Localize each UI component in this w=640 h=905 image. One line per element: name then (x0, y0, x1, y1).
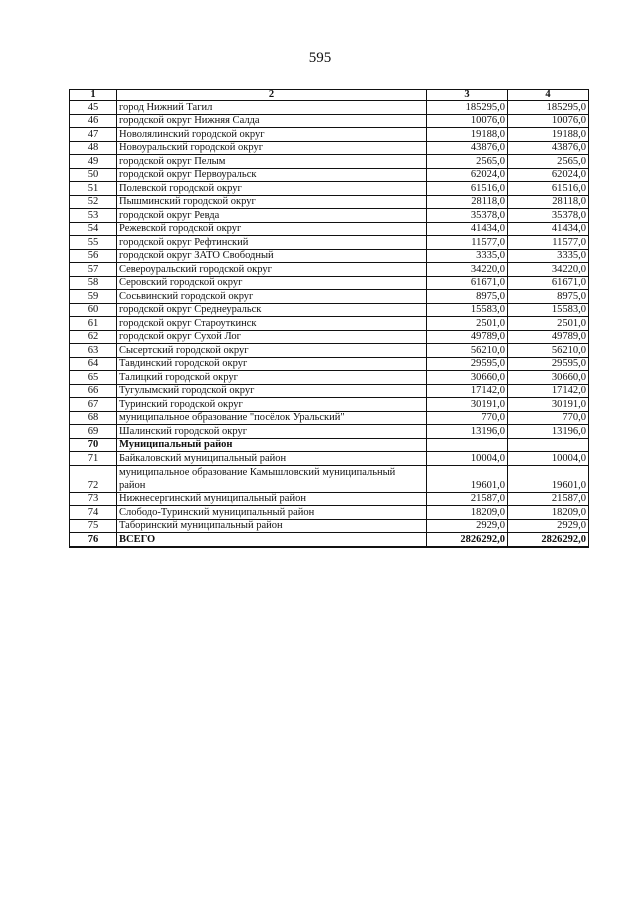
row-col4-cell: 62024,0 (508, 168, 589, 182)
row-col3-cell: 10004,0 (427, 452, 508, 466)
row-name-cell: Тугулымский городской округ (117, 384, 427, 398)
row-name-cell: Полевской городской округ (117, 182, 427, 196)
row-col3-cell: 61516,0 (427, 182, 508, 196)
table-row (70, 195, 589, 209)
row-name-cell: Пышминский городской округ (117, 195, 427, 209)
table-row (70, 155, 589, 169)
row-name-cell: Сосьвинский городской округ (117, 290, 427, 304)
row-number-cell: 76 (70, 533, 117, 547)
row-name-cell: Серовский городской округ (117, 276, 427, 290)
row-col4-cell: 18209,0 (508, 506, 589, 520)
row-col3-cell: 11577,0 (427, 236, 508, 250)
row-col4-cell: 15583,0 (508, 303, 589, 317)
row-col4-cell: 35378,0 (508, 209, 589, 223)
table-row (70, 182, 589, 196)
row-col3-cell: 2501,0 (427, 317, 508, 331)
row-col4-cell: 19188,0 (508, 128, 589, 142)
budget-table (69, 89, 589, 548)
row-col3-cell: 2565,0 (427, 155, 508, 169)
table-row (70, 425, 589, 439)
table-row (70, 209, 589, 223)
row-number-cell: 53 (70, 209, 117, 223)
row-name-cell: Туринский городской округ (117, 398, 427, 412)
row-col4-cell: 61516,0 (508, 182, 589, 196)
table-row (70, 438, 589, 452)
table-row (70, 101, 589, 115)
column-header-4: 4 (508, 90, 589, 101)
row-col4-cell: 185295,0 (508, 101, 589, 115)
row-col3-cell: 18209,0 (427, 506, 508, 520)
row-col4-cell: 56210,0 (508, 344, 589, 358)
row-col3-cell (427, 438, 508, 452)
row-col3-cell: 56210,0 (427, 344, 508, 358)
table-row (70, 371, 589, 385)
row-name-cell: Шалинский городской округ (117, 425, 427, 439)
row-col4-cell: 19601,0 (508, 465, 589, 492)
row-col4-cell: 770,0 (508, 411, 589, 425)
row-col3-cell: 19601,0 (427, 465, 508, 492)
row-name-cell: городской округ Сухой Лог (117, 330, 427, 344)
row-col4-cell: 30660,0 (508, 371, 589, 385)
row-number-cell: 60 (70, 303, 117, 317)
row-col4-cell: 49789,0 (508, 330, 589, 344)
row-number-cell: 66 (70, 384, 117, 398)
row-name-cell: городской округ Рефтинский (117, 236, 427, 250)
row-number-cell: 58 (70, 276, 117, 290)
row-name-cell: Талицкий городской округ (117, 371, 427, 385)
table-row (70, 411, 589, 425)
table-row (70, 263, 589, 277)
row-number-cell: 50 (70, 168, 117, 182)
row-name-cell: городской округ Ревда (117, 209, 427, 223)
row-col3-cell: 28118,0 (427, 195, 508, 209)
row-number-cell: 55 (70, 236, 117, 250)
row-number-cell: 67 (70, 398, 117, 412)
row-col3-cell: 62024,0 (427, 168, 508, 182)
row-col4-cell: 2565,0 (508, 155, 589, 169)
row-name-cell: городской округ Первоуральск (117, 168, 427, 182)
table-row (70, 344, 589, 358)
table-row (70, 398, 589, 412)
row-col3-cell: 770,0 (427, 411, 508, 425)
row-number-cell: 68 (70, 411, 117, 425)
row-col4-cell: 13196,0 (508, 425, 589, 439)
row-col3-cell: 2929,0 (427, 519, 508, 533)
row-col4-cell: 41434,0 (508, 222, 589, 236)
row-col3-cell: 30660,0 (427, 371, 508, 385)
table-row (70, 222, 589, 236)
table-row (70, 465, 589, 492)
table-row (70, 141, 589, 155)
row-col3-cell: 34220,0 (427, 263, 508, 277)
row-col4-cell: 28118,0 (508, 195, 589, 209)
row-number-cell: 59 (70, 290, 117, 304)
row-number-cell: 64 (70, 357, 117, 371)
row-number-cell: 70 (70, 438, 117, 452)
row-name-cell: городской округ Среднеуральск (117, 303, 427, 317)
row-col4-cell: 30191,0 (508, 398, 589, 412)
row-col4-cell: 8975,0 (508, 290, 589, 304)
row-col4-cell: 3335,0 (508, 249, 589, 263)
row-col3-cell: 43876,0 (427, 141, 508, 155)
column-header-1: 1 (70, 90, 117, 101)
row-number-cell: 71 (70, 452, 117, 466)
table-row (70, 249, 589, 263)
row-col4-cell (508, 438, 589, 452)
row-col3-cell: 49789,0 (427, 330, 508, 344)
table-row (70, 168, 589, 182)
row-col3-cell: 41434,0 (427, 222, 508, 236)
row-number-cell: 63 (70, 344, 117, 358)
row-col3-cell: 19188,0 (427, 128, 508, 142)
table-row (70, 303, 589, 317)
row-number-cell: 49 (70, 155, 117, 169)
row-name-cell: Сысертский городской округ (117, 344, 427, 358)
row-name-cell: ВСЕГО (117, 533, 427, 547)
page-number: 595 (308, 50, 332, 66)
row-col4-cell: 10004,0 (508, 452, 589, 466)
row-number-cell: 69 (70, 425, 117, 439)
row-col4-cell: 29595,0 (508, 357, 589, 371)
row-number-cell: 62 (70, 330, 117, 344)
row-col4-cell: 17142,0 (508, 384, 589, 398)
row-col3-cell: 10076,0 (427, 114, 508, 128)
row-col4-cell: 2501,0 (508, 317, 589, 331)
row-number-cell: 75 (70, 519, 117, 533)
row-name-cell: городской округ Нижняя Салда (117, 114, 427, 128)
row-col3-cell: 8975,0 (427, 290, 508, 304)
table-row (70, 452, 589, 466)
row-col3-cell: 30191,0 (427, 398, 508, 412)
row-name-cell: Муниципальный район (117, 438, 427, 452)
row-name-cell: городской округ ЗАТО Свободный (117, 249, 427, 263)
table-row (70, 533, 589, 547)
row-col4-cell: 10076,0 (508, 114, 589, 128)
row-name-cell: Новоуральский городской округ (117, 141, 427, 155)
row-name-cell: Нижнесергинский муниципальный район (117, 492, 427, 506)
row-col4-cell: 34220,0 (508, 263, 589, 277)
row-number-cell: 54 (70, 222, 117, 236)
table-row (70, 128, 589, 142)
row-name-cell: городской округ Пелым (117, 155, 427, 169)
row-name-cell: Слободо-Туринский муниципальный район (117, 506, 427, 520)
row-col3-cell: 17142,0 (427, 384, 508, 398)
table-row (70, 114, 589, 128)
row-number-cell: 73 (70, 492, 117, 506)
row-col4-cell: 43876,0 (508, 141, 589, 155)
row-name-cell: Режевской городской округ (117, 222, 427, 236)
table-header-row (70, 90, 589, 101)
table-row (70, 519, 589, 533)
row-col3-cell: 185295,0 (427, 101, 508, 115)
row-number-cell: 47 (70, 128, 117, 142)
column-header-2: 2 (117, 90, 427, 101)
table-row (70, 384, 589, 398)
row-name-cell: город Нижний Тагил (117, 101, 427, 115)
row-number-cell: 57 (70, 263, 117, 277)
row-number-cell: 74 (70, 506, 117, 520)
row-col4-cell: 11577,0 (508, 236, 589, 250)
table-row (70, 506, 589, 520)
row-number-cell: 48 (70, 141, 117, 155)
row-name-cell: Североуральский городской округ (117, 263, 427, 277)
row-name-cell: Таборинский муниципальный район (117, 519, 427, 533)
row-number-cell: 52 (70, 195, 117, 209)
row-name-cell: муниципальное образование "посёлок Уральский" (117, 411, 427, 425)
row-number-cell: 56 (70, 249, 117, 263)
row-col3-cell: 3335,0 (427, 249, 508, 263)
row-col4-cell: 21587,0 (508, 492, 589, 506)
row-name-cell: Тавдинский городской округ (117, 357, 427, 371)
row-name-cell: муниципальное образование Камышловский муниципальный район (117, 465, 427, 492)
row-name-cell: Байкаловский муниципальный район (117, 452, 427, 466)
row-number-cell: 51 (70, 182, 117, 196)
table-row (70, 290, 589, 304)
row-col4-cell: 2826292,0 (508, 533, 589, 547)
row-col4-cell: 61671,0 (508, 276, 589, 290)
table-body (70, 101, 589, 547)
row-col3-cell: 15583,0 (427, 303, 508, 317)
table-row (70, 276, 589, 290)
row-col3-cell: 13196,0 (427, 425, 508, 439)
row-name-cell: городской округ Староуткинск (117, 317, 427, 331)
row-col3-cell: 21587,0 (427, 492, 508, 506)
row-number-cell: 65 (70, 371, 117, 385)
row-col3-cell: 2826292,0 (427, 533, 508, 547)
table-row (70, 317, 589, 331)
row-col3-cell: 35378,0 (427, 209, 508, 223)
row-number-cell: 45 (70, 101, 117, 115)
row-col3-cell: 29595,0 (427, 357, 508, 371)
row-number-cell: 61 (70, 317, 117, 331)
row-name-cell: Новолялинский городской округ (117, 128, 427, 142)
table-row (70, 357, 589, 371)
table-row (70, 492, 589, 506)
table-row (70, 236, 589, 250)
column-header-3: 3 (427, 90, 508, 101)
row-col3-cell: 61671,0 (427, 276, 508, 290)
row-number-cell: 72 (70, 465, 117, 492)
table-row (70, 330, 589, 344)
row-col4-cell: 2929,0 (508, 519, 589, 533)
row-number-cell: 46 (70, 114, 117, 128)
